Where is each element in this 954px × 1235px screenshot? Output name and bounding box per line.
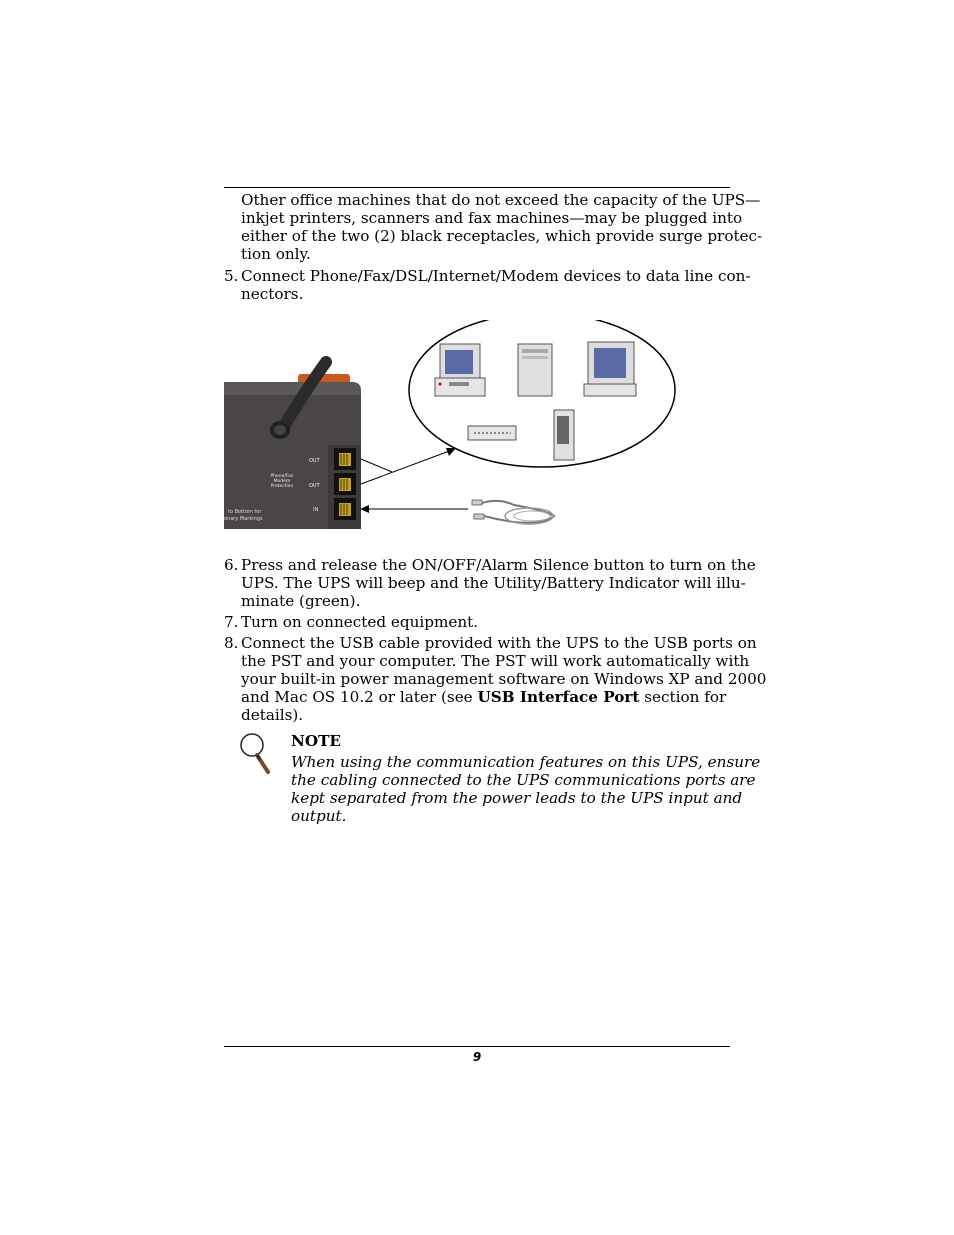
- side-text: onary Markings: [224, 516, 263, 522]
- panel-label: Protection: [270, 484, 294, 489]
- panel-label: Modem: [273, 479, 291, 484]
- text-line: tion only.: [241, 245, 311, 263]
- desktop-computer-icon: [435, 344, 485, 396]
- text-line: nectors.: [241, 285, 304, 303]
- text-line: Press and release the ON/OFF/Alarm Silence button to turn on the: [241, 556, 756, 574]
- magnifier-icon: [238, 731, 272, 775]
- step-number: 6.: [224, 556, 239, 574]
- text-line: [241, 688, 726, 706]
- text-line: inkjet printers, scanners and fax machines—may be plugged into: [241, 209, 743, 227]
- text-line: either of the two (2) black receptacles, which provide surge protec-: [241, 227, 763, 245]
- panel-label: Phone/Fax: [270, 474, 294, 479]
- connection-arrows: [360, 448, 468, 513]
- step-number: 5.: [224, 267, 239, 285]
- port-label: OUT: [309, 458, 320, 464]
- bottom-rule: [224, 1046, 730, 1047]
- text-line: Turn on connected equipment.: [241, 613, 479, 631]
- top-rule: [224, 187, 730, 188]
- note-line: output.: [291, 807, 347, 825]
- text-line: Connect Phone/Fax/DSL/Internet/Modem devices to data line con-: [241, 267, 751, 285]
- connection-diagram: [224, 320, 684, 535]
- text-line: minate (green).: [241, 592, 361, 610]
- note-body: [291, 753, 760, 825]
- step-number: 7.: [224, 613, 239, 631]
- text-line: details).: [241, 706, 304, 724]
- text-line: Connect the USB cable provided with the UPS to the USB ports on: [241, 634, 757, 652]
- text-run: and Mac OS 10.2 or later (see: [241, 688, 478, 706]
- note-line: kept separated from the power leads to the UPS input and: [291, 789, 743, 807]
- port-in: [334, 498, 356, 520]
- page-number: 9: [472, 1050, 482, 1064]
- text-line: the PST and your computer. The PST will work automatically with: [241, 652, 750, 670]
- note-line: When using the communication features on this UPS, ensure: [291, 753, 761, 771]
- text-run: section for: [639, 688, 727, 706]
- ups-unit: [224, 362, 361, 529]
- bold-reference: USB Interface Port: [477, 688, 640, 706]
- note-title: NOTE: [291, 732, 341, 750]
- note-line: the cabling connected to the UPS communications ports are: [291, 771, 756, 789]
- side-text: to Bottom for: [228, 509, 262, 515]
- text-line: your built-in power management software on Windows XP and 2000: [241, 670, 767, 688]
- phone-cord-icon: [472, 500, 554, 524]
- text-line: Other office machines that do not exceed the capacity of the UPS—: [241, 191, 761, 209]
- port-label: IN: [313, 507, 319, 513]
- text-line: UPS. The UPS will beep and the Utility/Battery Indicator will illu-: [241, 574, 746, 592]
- hub-icon: [468, 426, 516, 440]
- step-number: 8.: [224, 634, 239, 652]
- port-out-2: [334, 473, 356, 495]
- tower-server-icon: [518, 344, 552, 396]
- port-label: OUT: [309, 483, 320, 489]
- monitor-computer-icon: [584, 342, 636, 396]
- modem-tower-icon: [554, 410, 574, 460]
- port-out-1: [334, 448, 356, 470]
